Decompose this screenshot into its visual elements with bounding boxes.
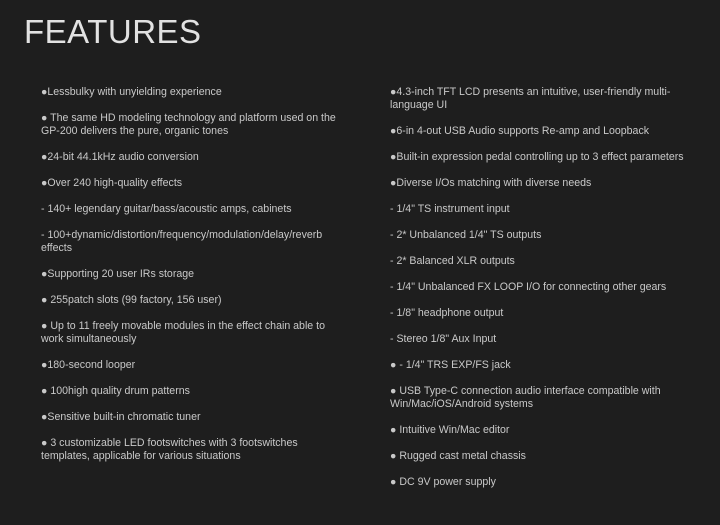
feature-item: ●Sensitive built-in chromatic tuner — [41, 411, 201, 423]
feature-item: ●180-second looper — [41, 359, 136, 371]
feature-item: ● Up to 11 freely movable modules in the effect chain able to work simultaneously — [41, 320, 325, 345]
feature-item: ●6-in 4-out USB Audio supports Re-amp and Loopback — [390, 125, 650, 137]
feature-item: - 1/4" TS instrument input — [390, 203, 510, 215]
features-list-right — [390, 86, 685, 502]
feature-item: ●24-bit 44.1kHz audio conversion — [41, 151, 199, 163]
feature-item: - 1/8" headphone output — [390, 307, 504, 319]
feature-item: ● 255patch slots (99 factory, 156 user) — [41, 294, 222, 306]
page-title: FEATURES — [24, 13, 202, 50]
feature-item: - 1/4" Unbalanced FX LOOP I/O for connecting other gears — [390, 281, 667, 293]
feature-item: ● The same HD modeling technology and platform used on the GP-200 delivers the pure, organic tones — [41, 112, 336, 137]
feature-item: ●4.3-inch TFT LCD presents an intuitive, user-friendly multi-language UI — [390, 86, 671, 111]
feature-item: ● Rugged cast metal chassis — [390, 450, 526, 462]
feature-item: ●Lessbulky with unyielding experience — [41, 86, 222, 98]
feature-item: ●Diverse I/Os matching with diverse needs — [390, 177, 592, 189]
feature-item: ● 100high quality drum patterns — [41, 385, 190, 397]
feature-item: ●Over 240 high-quality effects — [41, 177, 183, 189]
feature-item: - 2* Balanced XLR outputs — [390, 255, 515, 267]
feature-item: ● USB Type-C connection audio interface compatible with Win/Mac/iOS/Android systems — [390, 385, 661, 410]
feature-item: - 100+dynamic/distortion/frequency/modulation/delay/reverb effects — [41, 229, 323, 254]
feature-item: ● DC 9V power supply — [390, 476, 496, 488]
feature-item: ● - 1/4" TRS EXP/FS jack — [390, 359, 511, 371]
feature-item: ● 3 customizable LED footswitches with 3 footswitches templates, applicable for various situations — [41, 437, 298, 462]
features-list-left — [41, 86, 346, 476]
feature-item: ●Built-in expression pedal controlling up to 3 effect parameters — [390, 151, 684, 163]
feature-item: - Stereo 1/8" Aux Input — [390, 333, 497, 345]
feature-item: - 2* Unbalanced 1/4" TS outputs — [390, 229, 542, 241]
feature-item: ●Supporting 20 user IRs storage — [41, 268, 195, 280]
feature-item: ● Intuitive Win/Mac editor — [390, 424, 510, 436]
feature-item: - 140+ legendary guitar/bass/acoustic amps, cabinets — [41, 203, 292, 215]
